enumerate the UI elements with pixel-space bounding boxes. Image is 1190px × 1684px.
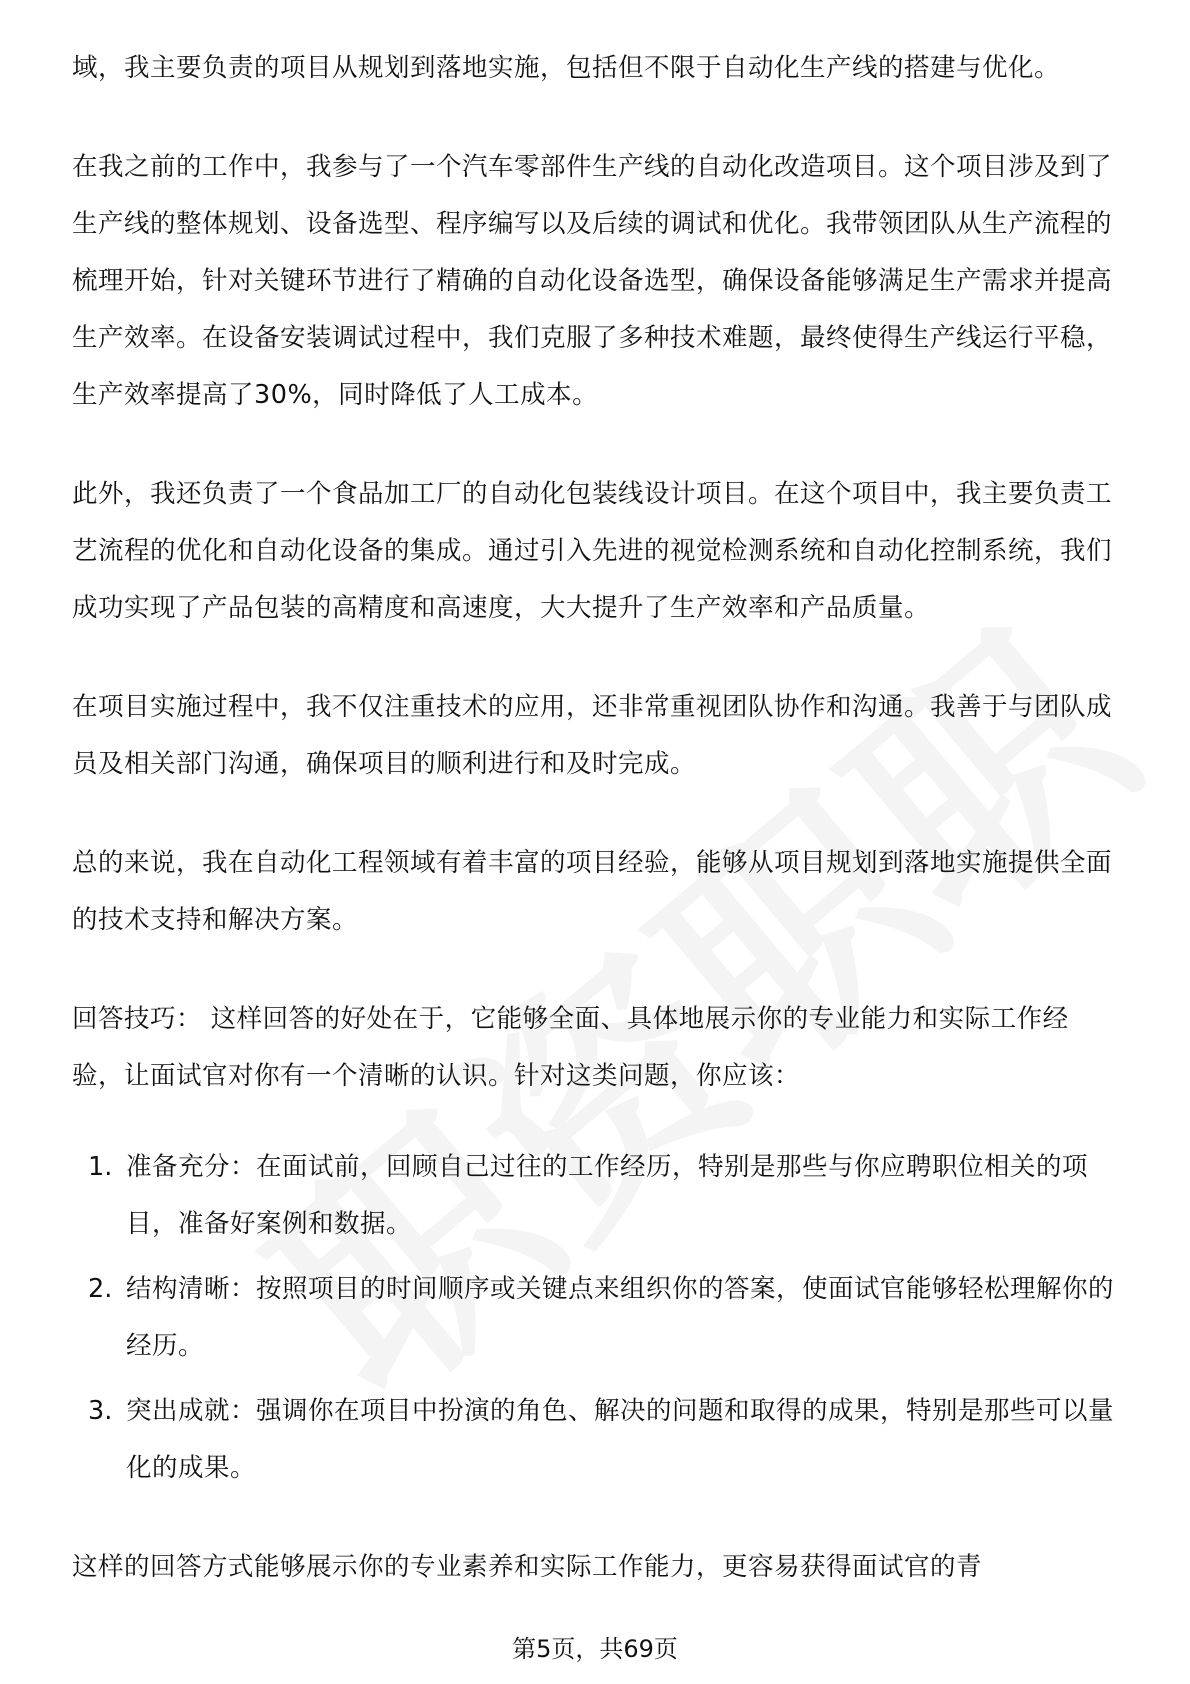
answer-tips-intro: 回答技巧： 这样回答的好处在于，它能够全面、具体地展示你的专业能力和实际工作经验，让面试官对你有一个清晰的认识。针对这类问题，你应该： [72,1004,1069,1091]
paragraph-4: 在项目实施过程中，我不仅注重技术的应用，还非常重视团队协作和沟通。我善于与团队成员及相关部门沟通，确保项目的顺利进行和及时完成。 [72,692,1113,779]
list-item [72,1139,1120,1253]
list-number: 2. [88,1274,113,1304]
closing-paragraph: 这样的回答方式能够展示你的专业素养和实际工作能力，更容易获得面试官的青 [72,1552,983,1582]
tips-list [72,1139,1120,1497]
page-number-footer: 第5页，共69页 [512,1635,678,1663]
list-number: 3. [88,1396,113,1426]
paragraph-2: 在我之前的工作中，我参与了一个汽车零部件生产线的自动化改造项目。这个项目涉及到了生产线的整体规划、设备选型、程序编写以及后续的调试和优化。我带领团队从生产流程的梳理开始，针对关键环节进行了精确的自动化设备选型，确保设备能够满足生产需求并提高生产效率。在设备安装调试过程中，我们克服了多种技术难题，最终使得生产线运行平稳，生产效率提高了30%，同时降低了人工成本。 [72,152,1113,410]
list-item-text: 突出成就：强调你在项目中扮演的角色、解决的问题和取得的成果，特别是那些可以量化的成果。 [126,1396,1115,1483]
paragraph-5: 总的来说，我在自动化工程领域有着丰富的项目经验，能够从项目规划到落地实施提供全面的技术支持和解决方案。 [72,848,1113,935]
list-item [72,1261,1120,1375]
list-number: 1. [88,1152,113,1182]
list-item-text: 准备充分：在面试前，回顾自己过往的工作经历，特别是那些与你应聘职位相关的项目，准备好案例和数据。 [126,1152,1089,1239]
paragraph-3: 此外，我还负责了一个食品加工厂的自动化包装线设计项目。在这个项目中，我主要负责工艺流程的优化和自动化设备的集成。通过引入先进的视觉检测系统和自动化控制系统，我们成功实现了产品包装的高精度和高速度，大大提升了生产效率和产品质量。 [72,479,1113,623]
list-item [72,1383,1120,1497]
document-page [72,40,1120,1596]
paragraph-1: 域，我主要负责的项目从规划到落地实施，包括但不限于自动化生产线的搭建与优化。 [72,53,1061,83]
list-item-text: 结构清晰：按照项目的时间顺序或关键点来组织你的答案，使面试官能够轻松理解你的经历。 [126,1274,1115,1361]
